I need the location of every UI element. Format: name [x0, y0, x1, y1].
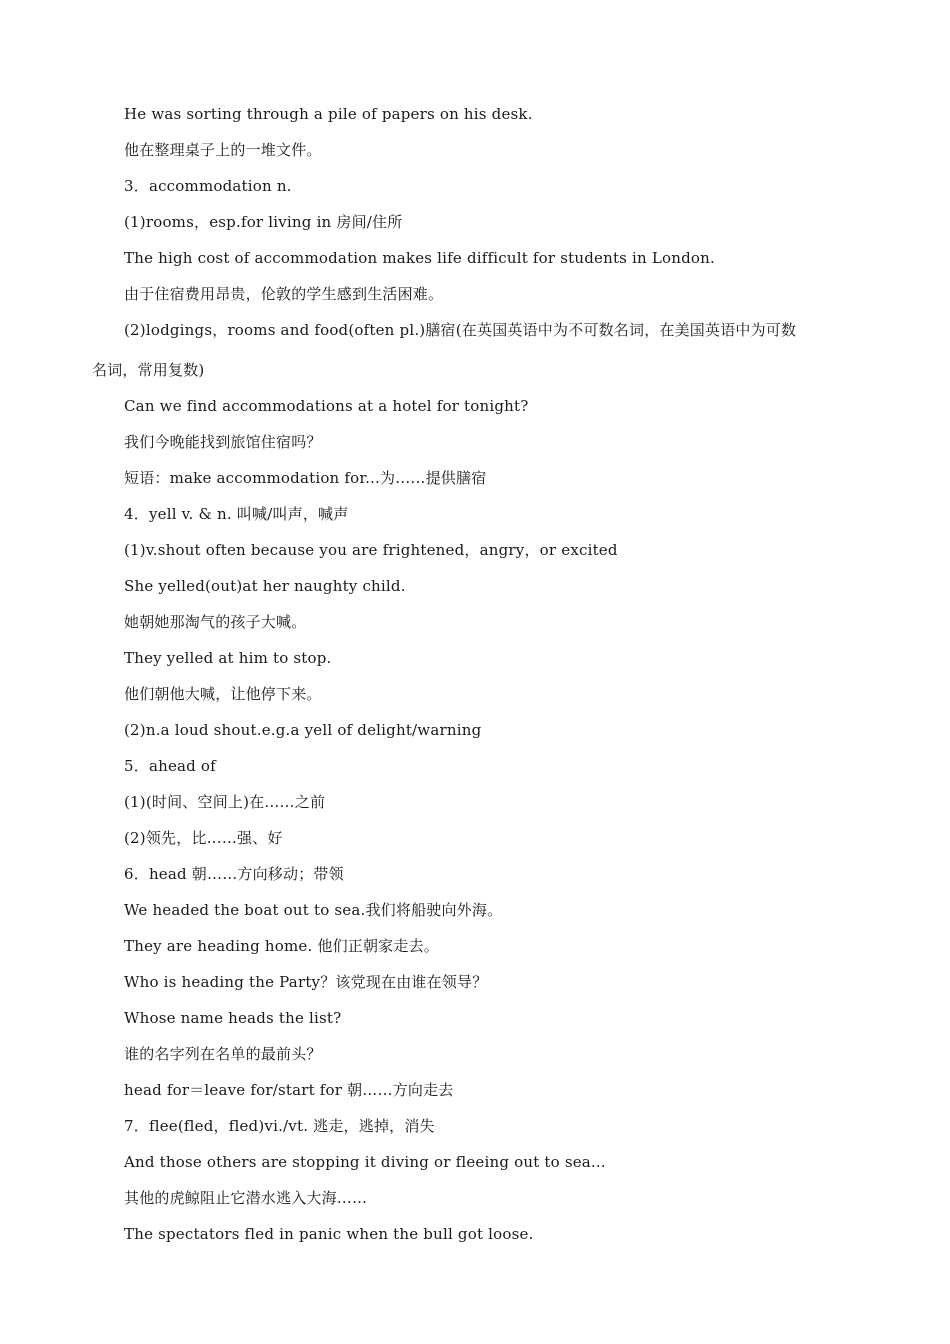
example-sentence: The high cost of accommodation makes life difficult for students in London.	[124, 249, 715, 267]
example-sentence: She yelled(out)at her naughty child.	[124, 577, 406, 595]
example-sentence: They are heading home. 他们正朝家走去。	[124, 937, 439, 955]
definition-line: (2)lodgings，rooms and food(often pl.)膳宿(在英国英语中为不可数名词，在美国英语中为可数	[124, 321, 797, 339]
vocab-heading: 4．yell v. & n. 叫喊/叫声，喊声	[124, 505, 349, 523]
example-sentence: Who is heading the Party？该党现在由谁在领导？	[124, 973, 488, 991]
example-sentence: They yelled at him to stop.	[124, 649, 332, 667]
definition-line: (2)n.a loud shout.e.g.a yell of delight/warning	[124, 721, 482, 739]
translation-line: 我们今晚能找到旅馆住宿吗？	[124, 433, 322, 451]
vocab-heading: 3．accommodation n.	[124, 177, 292, 195]
translation-line: 他在整理桌子上的一堆文件。	[124, 141, 322, 159]
example-sentence: The spectators fled in panic when the bull got loose.	[124, 1225, 534, 1243]
definition-line: (2)领先，比……强、好	[124, 829, 283, 847]
definition-line: (1)v.shout often because you are frightened，angry，or excited	[124, 541, 618, 559]
translation-line: 由于住宿费用昂贵，伦敦的学生感到生活困难。	[124, 285, 444, 303]
document-body	[92, 96, 872, 1252]
phrase-line: 短语：make accommodation for...为……提供膳宿	[124, 469, 487, 487]
example-sentence: Can we find accommodations at a hotel for tonight?	[124, 397, 529, 415]
translation-line: 她朝她那淘气的孩子大喊。	[124, 613, 307, 631]
phrase-line: head for＝leave for/start for 朝……方向走去	[124, 1081, 454, 1099]
example-sentence: Whose name heads the list?	[124, 1009, 342, 1027]
translation-line: 其他的虎鲸阻止它潜水逃入大海……	[124, 1189, 368, 1207]
vocab-heading: 5．ahead of	[124, 757, 216, 775]
example-sentence: And those others are stopping it diving or fleeing out to sea...	[124, 1153, 606, 1171]
definition-line: (1)(时间、空间上)在……之前	[124, 793, 326, 811]
definition-line: (1)rooms，esp.for living in 房间/住所	[124, 213, 403, 231]
translation-line: 谁的名字列在名单的最前头？	[124, 1045, 322, 1063]
vocab-heading: 6．head 朝……方向移动；带领	[124, 865, 344, 883]
definition-line-continued: 名词，常用复数)	[92, 361, 205, 379]
translation-line: 他们朝他大喊，让他停下来。	[124, 685, 322, 703]
vocab-heading: 7．flee(fled，fled)vi./vt. 逃走，逃掉，消失	[124, 1117, 435, 1135]
example-sentence: He was sorting through a pile of papers on his desk.	[124, 105, 533, 123]
example-sentence: We headed the boat out to sea.我们将船驶向外海。	[124, 901, 503, 919]
